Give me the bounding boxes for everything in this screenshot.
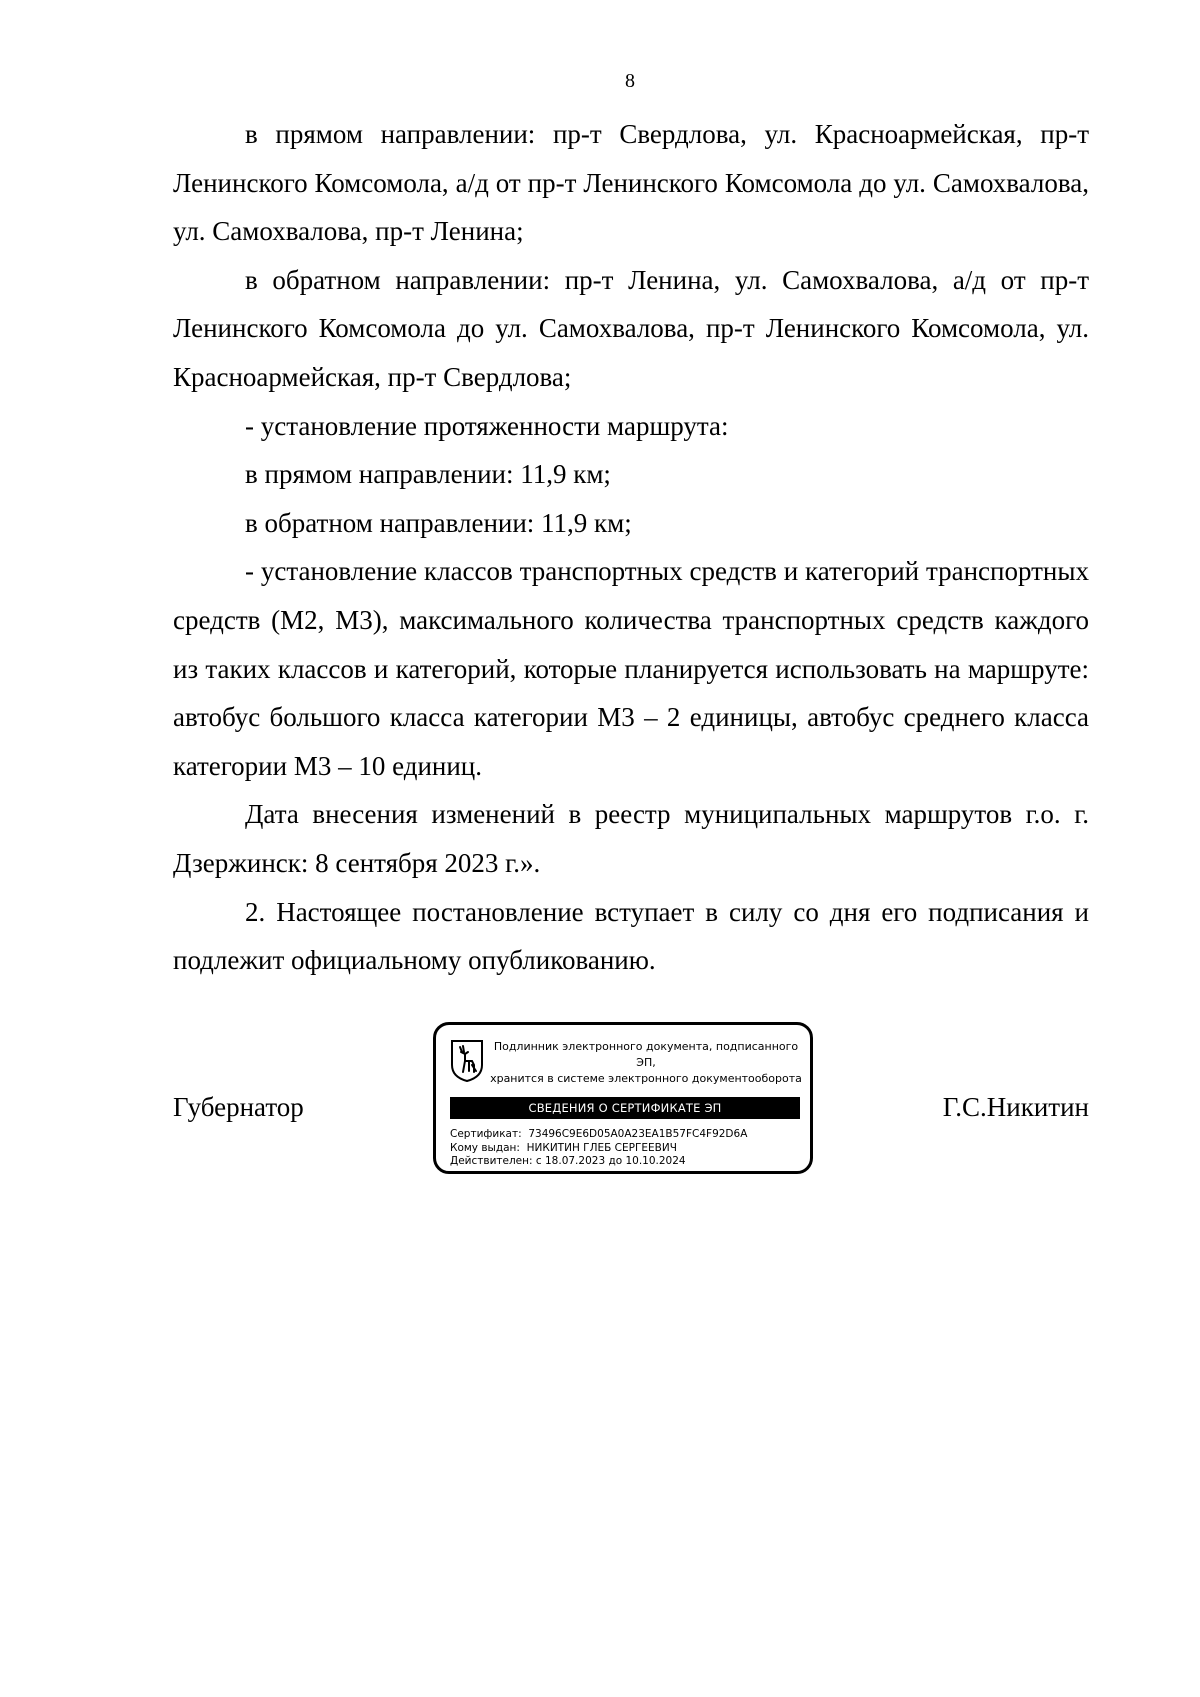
deer-coat-of-arms-icon [450, 1039, 484, 1083]
electronic-signature-stamp [433, 1022, 813, 1174]
stamp-note-line: Подлинник электронного документа, подписанного ЭП, [493, 1040, 799, 1069]
validity-row [450, 1155, 747, 1169]
signer-name: Г.С.Никитин [942, 1092, 1089, 1122]
paragraph-forward-length: в прямом направлении: 11,9 км; [245, 459, 611, 490]
validity-value: с 18.07.2023 до 10.10.2024 [535, 1155, 686, 1167]
paragraph-forward-route: в прямом направлении: пр-т Свердлова, ул. Красноармейская, пр-т Ленинского Комсомола, а/д от пр-т Ленинского Комсомола до ул. Самохвалова, ул. Самохвалова, пр-т Ленина; [173, 119, 1089, 247]
signer-position: Губернатор [173, 1092, 304, 1122]
paragraph-registry-date: Дата внесения изменений в реестр муниципальных маршрутов г.о. г. Дзержинск: 8 сентября 2023 г.». [173, 799, 1089, 878]
certificate-details [450, 1128, 747, 1169]
certificate-value: 73496C9E6D05A0A23EA1B57FC4F92D6A [528, 1128, 748, 1140]
certificate-row [450, 1128, 747, 1142]
issued-to-row [450, 1142, 747, 1156]
paragraph-reverse-route: в обратном направлении: пр-т Ленина, ул. Самохвалова, а/д от пр-т Ленинского Комсомола до ул. Самохвалова, пр-т Ленинского Комсомола, ул. Красноармейская, пр-т Свердлова; [173, 264, 1089, 392]
certificate-info-header: СВЕДЕНИЯ О СЕРТИФИКАТЕ ЭП [450, 1097, 800, 1119]
certificate-label: Сертификат: [450, 1128, 522, 1140]
signature-block [173, 1022, 1089, 1212]
validity-label: Действителен: [450, 1155, 533, 1167]
paragraph-reverse-length: в обратном направлении: 11,9 км; [245, 507, 632, 538]
stamp-note-line: хранится в системе электронного документооборота [490, 1072, 802, 1085]
page-number: 8 [625, 70, 635, 92]
paragraph-effective-clause: 2. Настоящее постановление вступает в силу со дня его подписания и подлежит официальному опубликованию. [173, 896, 1089, 976]
document-body [173, 110, 1089, 985]
issued-to-label: Кому выдан: [450, 1141, 520, 1154]
issued-to-value: НИКИТИН ГЛЕБ СЕРГЕЕВИЧ [526, 1141, 677, 1154]
stamp-note [486, 1039, 806, 1087]
paragraph-vehicle-classes: - установление классов транспортных средств и категорий транспортных средств (М2, М3), максимального количества транспортных средств каждого из таких классов и категорий, которые планируется использовать на маршруте: автобус большого класса категории М3 – 2 единицы, автобус среднего класса категории М3 – 10 единиц. [173, 556, 1089, 781]
paragraph-route-length-heading: - установление протяженности маршрута: [245, 410, 729, 441]
